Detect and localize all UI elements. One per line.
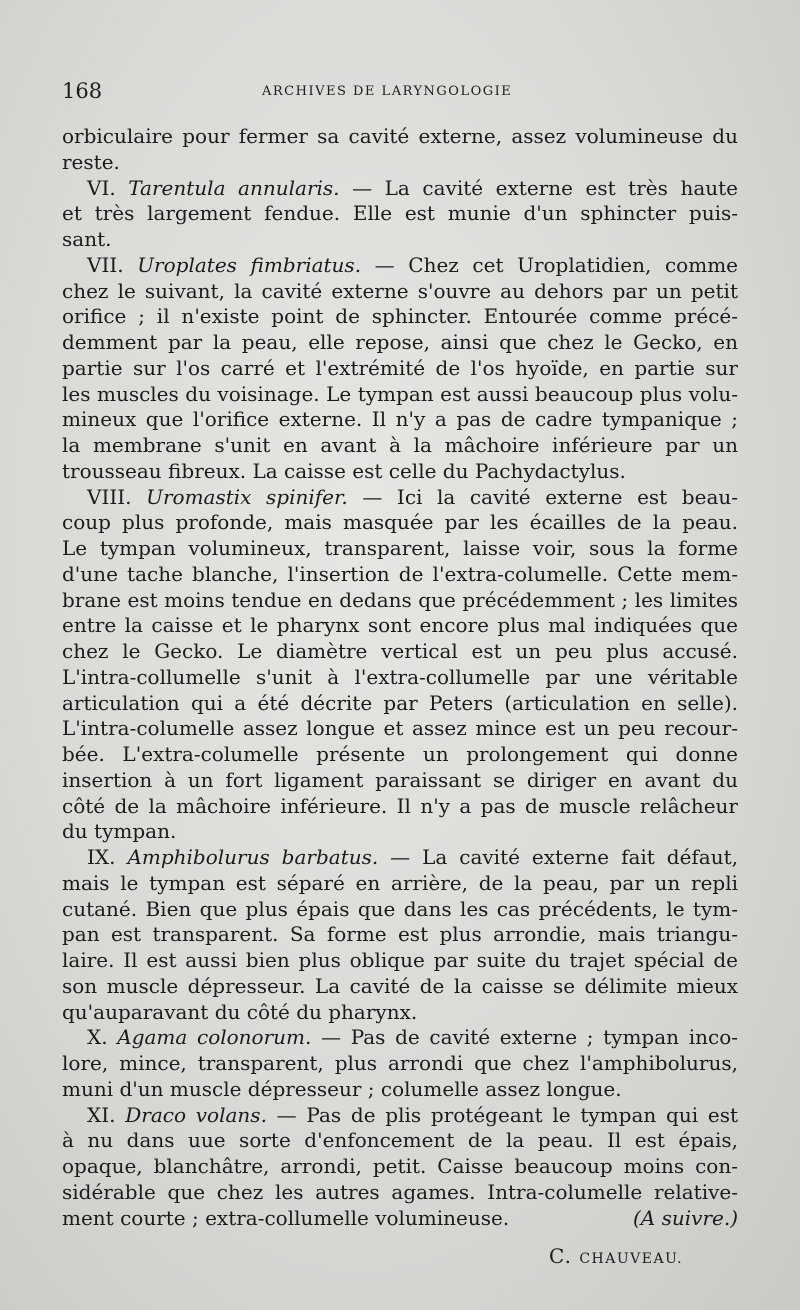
text-line: chez le suivant, la cavité externe s'ouvre au dehors par un petit bbox=[62, 278, 738, 303]
page-header bbox=[62, 78, 742, 104]
text-line: reste. bbox=[62, 149, 120, 174]
text-line: ment courte ; extra-collumelle volumineuse. bbox=[62, 1205, 510, 1230]
text-line: d'une tache blanche, l'insertion de l'extra-columelle. Cette mem- bbox=[62, 561, 738, 586]
text-line: VI. Tarentula annularis. — La cavité externe est très haute bbox=[87, 175, 738, 200]
text-line: les muscles du voisinage. Le tympan est aussi beaucoup plus volu- bbox=[62, 381, 738, 406]
species-name: Amphibolurus barbatus. bbox=[127, 845, 379, 869]
text-line: à nu dans uue sorte d'enfoncement de la peau. Il est épais, bbox=[62, 1128, 738, 1153]
body-text bbox=[62, 124, 738, 1231]
text-line: opaque, blanchâtre, arrondi, petit. Caisse beaucoup moins con- bbox=[62, 1154, 738, 1178]
text-line: la membrane s'unit en avant à la mâchoire inférieure par un bbox=[62, 433, 738, 457]
text-line: son muscle dépresseur. La cavité de la caisse se délimite mieux bbox=[62, 973, 738, 998]
text-line: du tympan. bbox=[62, 819, 177, 844]
species-name: Draco volans. bbox=[125, 1102, 267, 1127]
text-line: mineux que l'orifice externe. Il n'y a pas de cadre tympanique ; bbox=[62, 407, 738, 432]
author-name: CHAUVEAU. bbox=[579, 1251, 684, 1267]
text-line: articulation qui a été décrite par Peters (articulation en selle). bbox=[62, 690, 738, 715]
text-line: mais le tympan est séparé en arrière, de la peau, par un repli bbox=[62, 870, 738, 895]
text-line: demment par la peau, elle repose, ainsi que chez le Gecko, en bbox=[62, 330, 738, 354]
text-line: X. Agama colonorum. — Pas de cavité externe ; tympan inco- bbox=[87, 1025, 738, 1050]
text-line: bée. L'extra-columelle présente un prolongement qui donne bbox=[62, 742, 738, 766]
text-line: sant. bbox=[62, 227, 112, 251]
species-name: Tarentula annularis. bbox=[128, 175, 340, 200]
text-line bbox=[62, 176, 738, 202]
text-line: coup plus profonde, mais masquée par les écailles de la peau. bbox=[62, 510, 738, 535]
text-line: IX. Amphibolurus barbatus. — La cavité externe fait défaut, bbox=[87, 845, 739, 869]
text-line: VIII. Uromastix spinifer. — Ici la cavité externe est beau- bbox=[87, 484, 739, 509]
text-line: muni d'un muscle dépresseur ; columelle assez longue. bbox=[62, 1076, 622, 1101]
text-line: insertion à un fort ligament paraissant se diriger en avant du bbox=[62, 767, 738, 792]
species-name: Agama colonorum. bbox=[117, 1025, 312, 1050]
text-line: sidérable que chez les autres agames. Intra-columelle relative- bbox=[62, 1179, 738, 1204]
a-suivre: (A suivre.) bbox=[633, 1205, 738, 1230]
text-line: brane est moins tendue en dedans que précédemment ; les limites bbox=[62, 587, 738, 612]
text-line: XI. Draco volans. — Pas de plis protégeant le tympan qui est bbox=[87, 1102, 739, 1127]
text-line: chez le Gecko. Le diamètre vertical est un peu plus accusé. bbox=[62, 639, 738, 663]
text-line: et très largement fendue. Elle est munie d'un sphincter puis- bbox=[62, 201, 738, 226]
species-name: Uroplates fimbriatus. bbox=[137, 252, 362, 277]
text-line: entre la caisse et le pharynx sont encore plus mal indiquées que bbox=[62, 613, 738, 638]
text-line: côté de la mâchoire inférieure. Il n'y a pas de muscle relâcheur bbox=[62, 793, 738, 818]
text-line: orifice ; il n'existe point de sphincter. Entourée comme précé- bbox=[62, 304, 738, 329]
text-line: L'intra-columelle assez longue et assez mince est un peu recour- bbox=[62, 716, 738, 741]
text-line: orbiculaire pour fermer sa cavité externe, assez volumineuse du bbox=[62, 124, 738, 148]
text-line: lore, mince, transparent, plus arrondi que chez l'amphibolurus, bbox=[62, 1051, 738, 1075]
species-name: Uromastix spinifer. bbox=[146, 484, 348, 509]
author-initial: C. bbox=[549, 1244, 572, 1268]
text-line bbox=[62, 1206, 738, 1232]
text-line: Le tympan volumineux, transparent, laisse voir, sous la forme bbox=[62, 536, 738, 560]
text-line: VII. Uroplates fimbriatus. — Chez cet Uroplatidien, comme bbox=[87, 252, 738, 277]
page-number: 168 bbox=[62, 79, 103, 103]
text-line: qu'auparavant du côté du pharynx. bbox=[62, 999, 418, 1024]
text-line: trousseau fibreux. La caisse est celle du Pachydactylus. bbox=[62, 458, 626, 483]
text-line: laire. Il est aussi bien plus oblique par suite du trajet spécial de bbox=[62, 948, 738, 972]
text-line: pan est transparent. Sa forme est plus arrondie, mais triangu- bbox=[62, 922, 738, 947]
text-line: partie sur l'os carré et l'extrémité de l'os hyoïde, en partie sur bbox=[62, 355, 738, 380]
author-signature bbox=[549, 1243, 683, 1272]
text-line: L'intra-collumelle s'unit à l'extra-collumelle par une véritable bbox=[62, 664, 738, 689]
running-head: ARCHIVES DE LARYNGOLOGIE bbox=[262, 84, 513, 99]
text-line: cutané. Bien que plus épais que dans les cas précédents, le tym- bbox=[62, 896, 738, 921]
